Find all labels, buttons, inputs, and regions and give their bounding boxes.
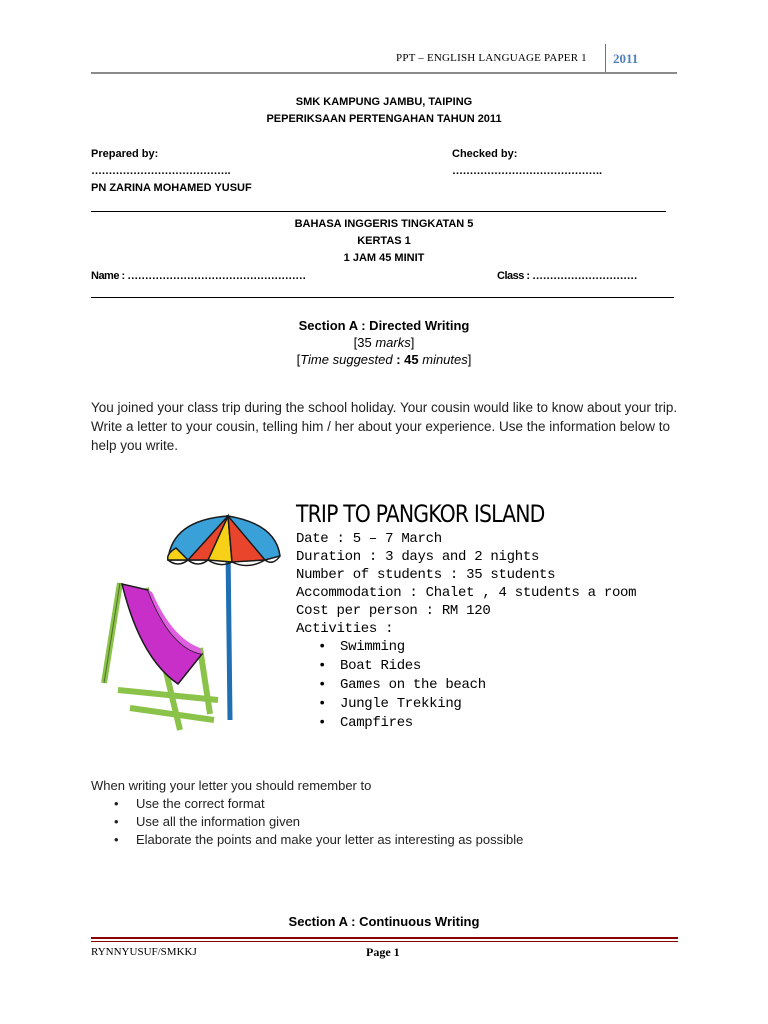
section-a-instruction: You joined your class trip during the school holiday. Your cousin would like to know about your trip. Write a letter to your cousin, telling him / her about your experience. Use the information below to help you write.: [91, 400, 678, 453]
header-rule: [91, 72, 677, 74]
prepared-by-label: Prepared by:: [91, 148, 159, 160]
checked-by-dots: …………………………………….: [452, 165, 602, 177]
divider-line: [91, 211, 666, 212]
list-item: • Swimming: [316, 638, 636, 657]
trip-date: Date : 5 – 7 March: [296, 531, 442, 547]
remember-intro: When writing your letter you should remember to: [91, 778, 372, 793]
trip-details: [296, 530, 636, 733]
school-name: SMK KAMPUNG JAMBU, TAIPING: [295, 96, 473, 108]
subject-title: BAHASA INGGERIS TINGKATAN 5: [294, 218, 474, 230]
continuous-writing-title: Section A : Continuous Writing: [288, 914, 480, 929]
list-item: • Use all the information given: [112, 813, 523, 831]
remember-list: [112, 795, 523, 849]
running-header-title: PPT – ENGLISH LANGUAGE PAPER 1: [396, 52, 587, 64]
list-item: • Games on the beach: [316, 676, 636, 695]
paper-duration: 1 JAM 45 MINIT: [343, 252, 425, 264]
trip-students: Number of students : 35 students: [296, 567, 556, 583]
section-a-title: Section A : Directed Writing: [298, 318, 470, 333]
trip-title: TRIP TO PANGKOR ISLAND: [296, 500, 545, 528]
footer-rule: [91, 937, 678, 939]
footer-author: RYNNYUSUF/SMKKJ: [91, 946, 197, 958]
activities-list: [316, 638, 636, 733]
list-item: • Use the correct format: [112, 795, 523, 813]
prepared-by-dots: ………………………………….: [91, 165, 231, 177]
section-a-marks: [35 marks]: [353, 335, 415, 350]
trip-activities-label: Activities :: [296, 621, 394, 637]
name-field: Name : ……………………………………………: [91, 270, 306, 282]
class-field: Class : …………………………: [497, 270, 638, 282]
checked-by-label: Checked by:: [452, 148, 518, 160]
beach-umbrella-chair-illustration: [100, 508, 290, 738]
section-a-time: [Time suggested : 45 minutes]: [296, 352, 472, 367]
page-number: Page 1: [366, 945, 400, 959]
list-item: • Campfires: [316, 714, 636, 733]
list-item: • Boat Rides: [316, 657, 636, 676]
trip-duration: Duration : 3 days and 2 nights: [296, 549, 540, 565]
exam-title: PEPERIKSAAN PERTENGAHAN TAHUN 2011: [266, 113, 502, 125]
divider-line: [91, 297, 674, 298]
footer-rule: [91, 941, 678, 942]
list-item: • Elaborate the points and make your letter as interesting as possible: [112, 831, 523, 849]
trip-cost: Cost per person : RM 120: [296, 603, 491, 619]
trip-accommodation: Accommodation : Chalet , 4 students a room: [296, 585, 637, 601]
header-separator: [605, 44, 606, 72]
beach-chair-icon: [104, 583, 218, 730]
umbrella-icon: [168, 516, 280, 720]
list-item: • Jungle Trekking: [316, 695, 636, 714]
paper-number: KERTAS 1: [357, 235, 411, 247]
header-year: 2011: [613, 51, 639, 66]
preparer-name: PN ZARINA MOHAMED YUSUF: [91, 182, 252, 194]
